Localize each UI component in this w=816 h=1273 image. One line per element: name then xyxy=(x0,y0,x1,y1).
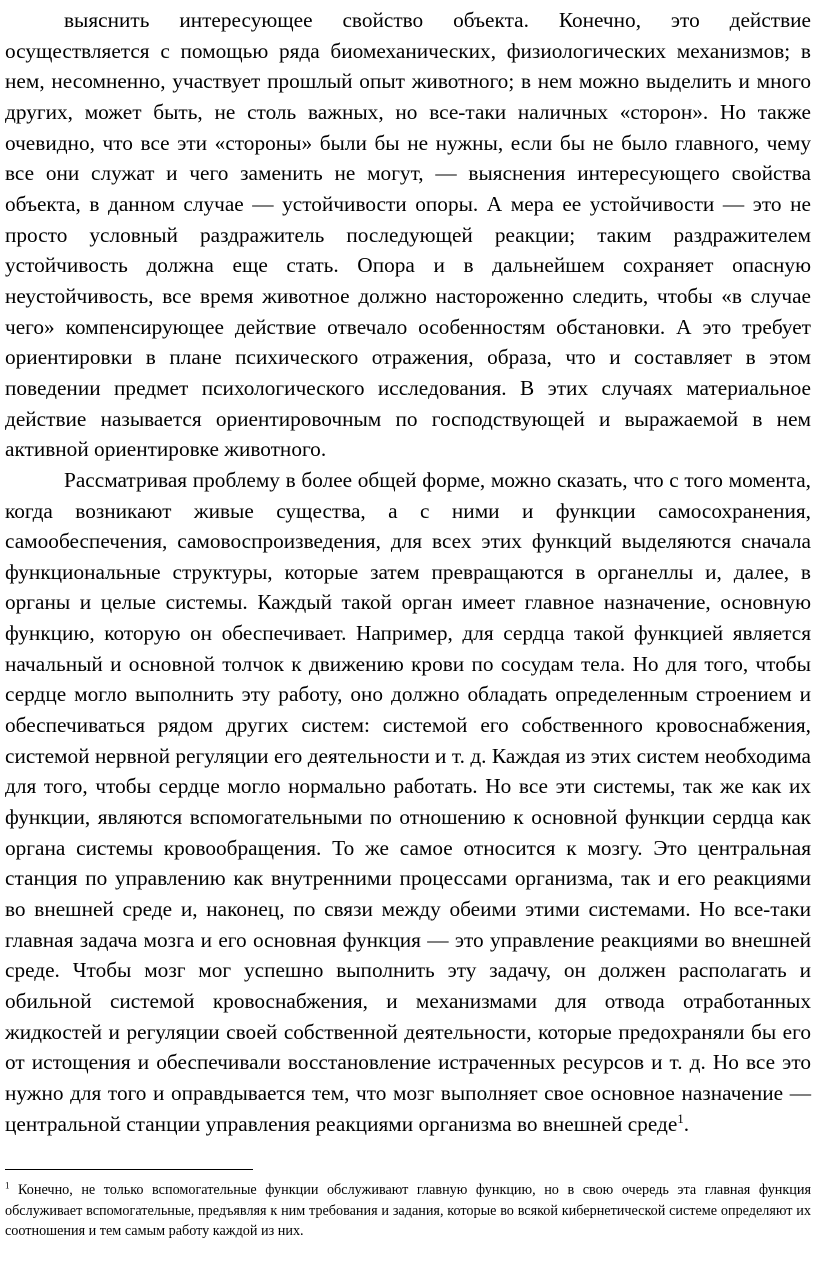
footnote-number: 1 xyxy=(5,1180,10,1191)
footnote-divider xyxy=(5,1169,253,1170)
footnote-text: Конечно, не только вспомогательные функции обслуживают главную функцию, но в свою очередь эта главная функция обслуживает вспомогательные, предъявляя к ним требования и задания, которые во всякой кибернетической системе определяют их соотношения и тем самым работу каждой из них. xyxy=(5,1182,811,1240)
paragraph-2 xyxy=(5,465,811,1139)
footnote-reference[interactable]: 1 xyxy=(677,1110,684,1126)
paragraph-1-text: выяснить интересующее свойство объекта. Конечно, это действие осуществляется с помощью ряда биомеханических, физиологических механизмов; в нем, несомненно, участвует прошлый опыт животного; в нем можно выделить и много других, может быть, не столь важных, но все-таки наличных «сторон». Но также очевидно, что все эти «стороны» были бы не нужны, если бы не было главного, чему все они служат и чего заменить не могут, — выяснения интересующего свойства объекта, в данном случае — устойчивости опоры. А мера ее устойчивости — это не просто условный раздражитель последующей реакции; таким раздражителем устойчивость должна еще стать. Опора и в дальнейшем сохраняет опасную неустойчивость, все время животное должно настороженно следить, чтобы «в случае чего» компенсирующее действие отвечало особенностям обстановки. А это требует ориентировки в плане психического отражения, образа, что и составляет в этом поведении предмет психологического исследования. В этих случаях материальное действие называется ориентировочным по господствующей и выражаемой в нем активной ориентировке животного. xyxy=(5,8,811,462)
paragraph-1 xyxy=(5,5,811,465)
paragraph-2-text: Рассматривая проблему в более общей форме, можно сказать, что с того момента, когда возникают живые существа, а с ними и функции самосохранения, самообеспечения, самовоспроизведения, для всех этих функций выделяются сначала функциональные структуры, которые затем превращаются в органеллы и, далее, в органы и целые системы. Каждый такой орган имеет главное назначение, основную функцию, которую он обеспечивает. Например, для сердца такой функцией является начальный и основной толчок к движению крови по сосудам тела. Но для того, чтобы сердце могло выполнить эту работу, оно должно обладать определенным строением и обеспечиваться рядом других систем: системой его собственного кровоснабжения, системой нервной регуляции его деятельности и т. д. Каждая из этих систем необходима для того, чтобы сердце могло нормально работать. Но все эти системы, так же как их функции, являются вспомогательными по отношению к основной функции сердца как органа системы кровообращения. То же самое относится к мозгу. Это центральная станция по управлению как внутренними процессами организма, так и его реакциями во внешней среде и, наконец, по связи между обеими этими системами. Но все-таки главная задача мозга и его основная функция — это управление реакциями во внешней среде. Чтобы мозг мог успешно выполнить эту задачу, он должен располагать и обильной системой кровоснабжения, и механизмами для отвода отработанных жидкостей и регуляции своей собственной деятельности, которые предохраняли бы его от истощения и обеспечивали восстановление истраченных ресурсов и т. д. Но все это нужно для того и оправдывается тем, что мозг выполняет свое основное назначение — центральной станции управления реакциями организма во внешней среде xyxy=(5,467,811,1136)
main-text xyxy=(5,5,811,1139)
footnote xyxy=(5,1180,811,1242)
paragraph-2-end: . xyxy=(683,1111,690,1136)
